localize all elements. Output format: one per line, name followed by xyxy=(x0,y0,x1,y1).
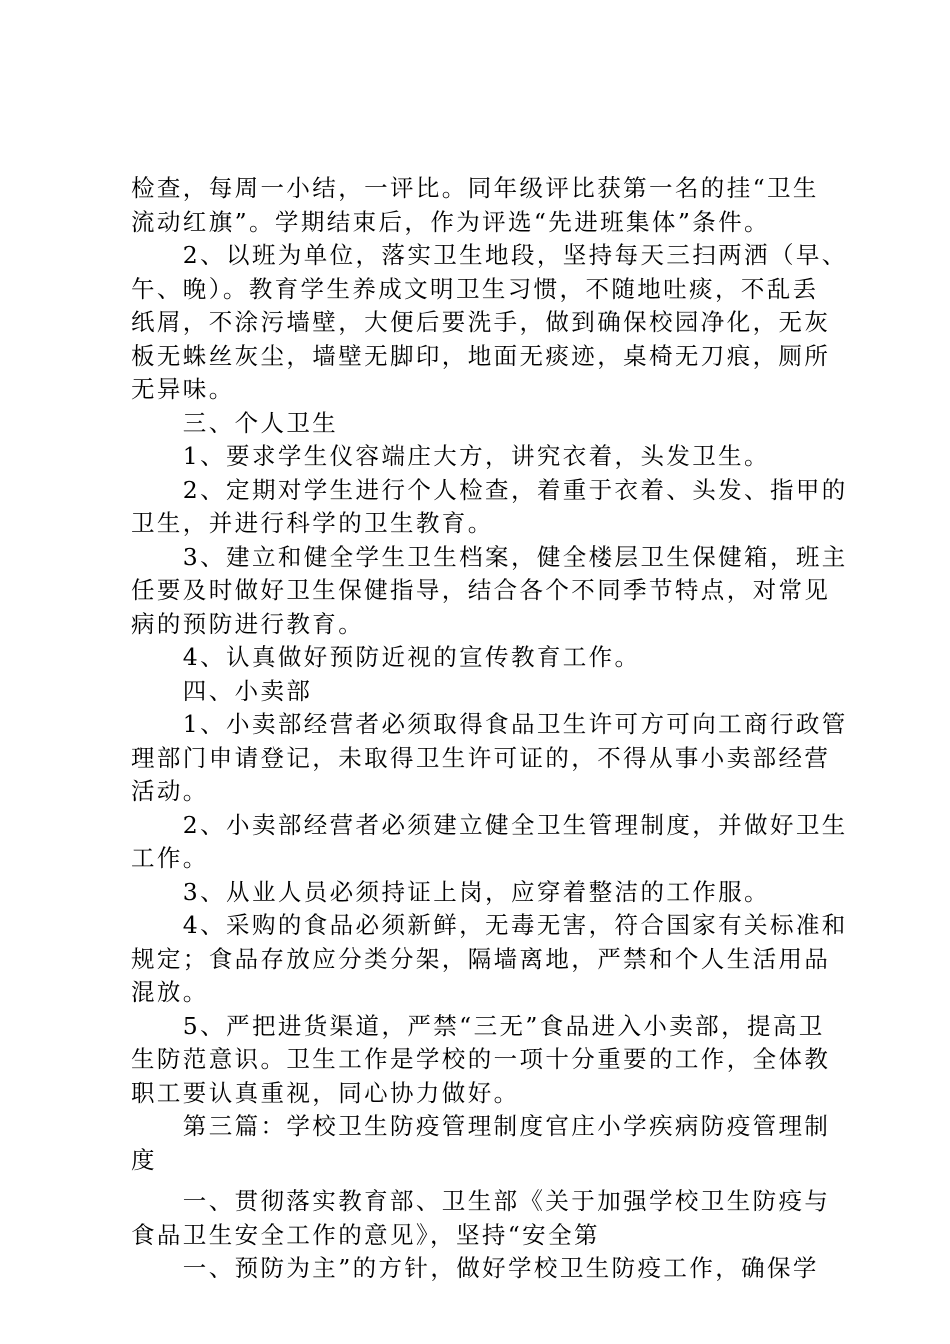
text-line: 4、认真做好预防近视的宣传教育工作。 xyxy=(131,643,641,671)
text-line: 2、定期对学生进行个人检查，着重于衣着、头发、指甲的 xyxy=(131,475,848,504)
text-line: 1、小卖部经营者必须取得食品卫生许可方可向工商行政管 xyxy=(131,710,848,738)
text-line: 活动。 xyxy=(131,777,209,805)
chapter-heading: 第三篇：学校卫生防疫管理制度官庄小学疾病防疫管理制 xyxy=(131,1112,831,1140)
text-line: 混放。 xyxy=(131,978,209,1006)
section-heading: 四、小卖部 xyxy=(131,676,313,705)
text-line: 无异味。 xyxy=(131,375,235,403)
text-line: 4、采购的食品必须新鲜，无毒无害，符合国家有关标准和 xyxy=(131,911,848,939)
text-line: 3、从业人员必须持证上岗，应穿着整洁的工作服。 xyxy=(131,877,770,906)
text-line: 职工要认真重视，同心协力做好。 xyxy=(131,1078,520,1107)
text-line: 工作。 xyxy=(131,844,209,872)
paragraph-gap xyxy=(131,1177,831,1185)
text-line: 规定；食品存放应分类分架，隔墙离地，严禁和个人生活用品 xyxy=(131,944,831,973)
text-line: 卫生，并进行科学的卫生教育。 xyxy=(131,509,494,537)
text-line: 2、小卖部经营者必须建立健全卫生管理制度，并做好卫生 xyxy=(131,810,848,839)
text-line: 任要及时做好卫生保健指导，结合各个不同季节特点，对常见 xyxy=(131,576,831,604)
text-line: 检查，每周一小结，一评比。同年级评比获第一名的挂“卫生 xyxy=(131,174,819,202)
section-heading: 三、个人卫生 xyxy=(131,408,339,437)
text-line: 理部门申请登记，未取得卫生许可证的，不得从事小卖部经营 xyxy=(131,743,831,772)
text-line: 5、严把进货渠道，严禁“三无”食品进入小卖部，提高卫 xyxy=(131,1011,825,1040)
text-line: 纸屑，不涂污墙壁，大便后要洗手，做到确保校园净化，无灰 xyxy=(131,308,831,336)
text-line: 流动红旗”。学期结束后，作为评选“先进班集体”条件。 xyxy=(131,207,770,236)
text-line: 一、贯彻落实教育部、卫生部《关于加强学校卫生防疫与 xyxy=(131,1187,831,1215)
text-line: 板无蛛丝灰尘，墙壁无脚印，地面无痰迹，桌椅无刀痕，厕所 xyxy=(131,341,831,370)
text-line: 食品卫生安全工作的意见》，坚持“安全第 xyxy=(131,1220,600,1249)
text-line: 病的预防进行教育。 xyxy=(131,609,365,638)
text-line: 午、晚）。教育学生养成文明卫生习惯，不随地吐痰，不乱丢 xyxy=(131,274,819,303)
text-line: 2、以班为单位，落实卫生地段，坚持每天三扫两洒（早、 xyxy=(131,241,848,269)
document-body xyxy=(131,172,848,1286)
text-line: 生防范意识。卫生工作是学校的一项十分重要的工作，全体教 xyxy=(131,1045,831,1073)
text-line: 1、要求学生仪容端庄大方，讲究衣着，头发卫生。 xyxy=(131,442,770,470)
text-line: 一、预防为主”的方针，做好学校卫生防疫工作，确保学 xyxy=(131,1254,819,1282)
text-line: 3、建立和健全学生卫生档案，健全楼层卫生保健箱，班主 xyxy=(131,542,848,571)
chapter-heading: 度 xyxy=(131,1145,157,1174)
